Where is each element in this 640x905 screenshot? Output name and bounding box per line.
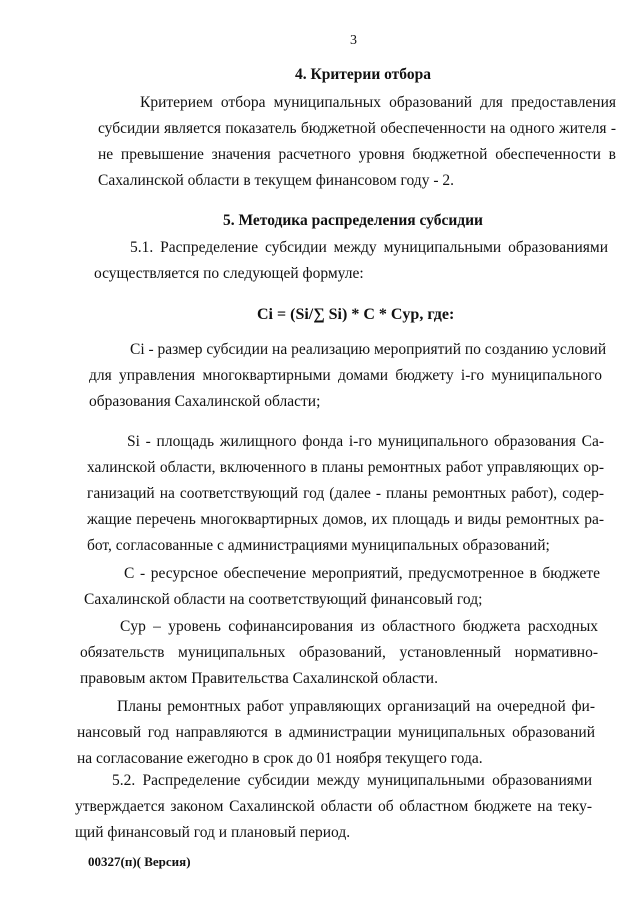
section-4-line: не превышение значения расчетного уровня бюджетной обеспеченности в — [98, 146, 616, 163]
c-line: Сахалинской области на соответствующий финансовый год; — [84, 591, 483, 608]
si-line: ганизаций на соответствующий год (далее - планы ремонтных работ), содер- — [87, 485, 604, 502]
si-line: Si - площадь жилищного фонда i-го муниципального образования Са- — [127, 433, 604, 450]
page-number: 3 — [350, 33, 357, 48]
si-line: бот, согласованные с администрациями муниципальных образований; — [87, 537, 550, 554]
plans-line: Планы ремонтных работ управляющих организаций на очередной фи- — [117, 698, 595, 715]
document-footer: 00327(п)( Версия) — [88, 854, 191, 869]
section-5-title: 5. Методика распределения субсидии — [223, 212, 483, 229]
section-4-line: Сахалинской области в текущем финансовом году - 2. — [98, 172, 454, 189]
p51-line: 5.1. Распределение субсидии между муниципальными образованиями — [130, 239, 608, 256]
cur-line: обязательств муниципальных образований, установленный нормативно- — [80, 644, 598, 661]
p52-line: щий финансовый год и плановый период. — [75, 824, 351, 841]
plans-line: нансовый год направляются в администрации муниципальных образований — [77, 724, 595, 741]
si-line: жащие перечень многоквартирных домов, их площадь и виды ремонтных ра- — [87, 511, 604, 528]
formula-text: Ci = (Si/∑ Si) * C * Cур, где: — [257, 306, 455, 323]
c-line: С - ресурсное обеспечение мероприятий, предусмотренное в бюджете — [124, 565, 600, 582]
si-line: халинской области, включенного в планы ремонтных работ управляющих ор- — [87, 459, 604, 476]
p52-line: 5.2. Распределение субсидии между муниципальными образованиями — [112, 772, 592, 789]
ci-line: Ci - размер субсидии на реализацию мероприятий по созданию условий — [130, 341, 607, 358]
ci-line: образования Сахалинской области; — [89, 393, 321, 410]
p52-line: утверждается законом Сахалинской области об областном бюджете на теку- — [75, 798, 592, 815]
cur-line: правовым актом Правительства Сахалинской области. — [80, 670, 438, 687]
section-4-line: субсидии является показатель бюджетной обеспеченности на одного жителя - — [98, 120, 616, 137]
formula — [257, 306, 454, 324]
p51-line: осуществляется по следующей формуле: — [94, 265, 364, 282]
ci-line: для управления многоквартирными домами бюджету i-го муниципального — [89, 367, 602, 384]
section-4-title: 4. Критерии отбора — [295, 66, 431, 83]
plans-line: на согласование ежегодно в срок до 01 ноября текущего года. — [77, 750, 483, 767]
cur-line: Cур – уровень софинансирования из областного бюджета расходных — [120, 618, 598, 635]
section-4-line: Критерием отбора муниципальных образований для предоставления — [140, 94, 616, 111]
